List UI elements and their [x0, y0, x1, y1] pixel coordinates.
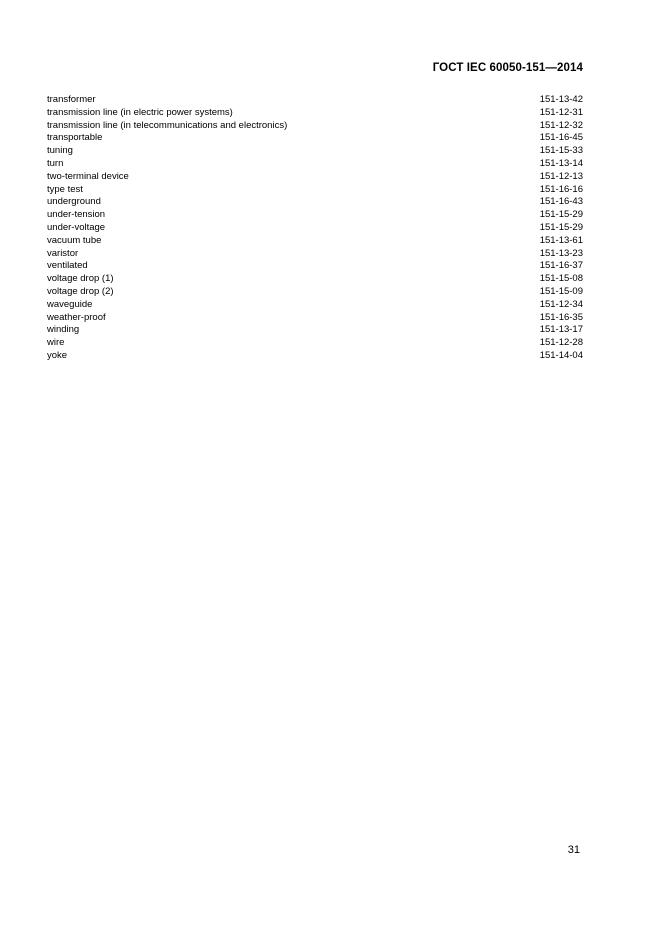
- index-reference-number: 151-13-17: [539, 324, 583, 336]
- index-reference-number: 151-13-61: [539, 234, 583, 246]
- index-term: type test: [47, 183, 83, 195]
- index-term: transformer: [47, 94, 96, 105]
- term-index-list: [47, 94, 583, 363]
- index-entry-row: [47, 120, 583, 133]
- index-term: vacuum tube: [47, 234, 102, 246]
- index-reference-number: 151-15-09: [539, 285, 583, 297]
- document-header-standard: ГОСТ IEC 60050-151—2014: [432, 62, 583, 74]
- index-reference-number: 151-13-42: [539, 94, 583, 105]
- index-entry-row: [47, 299, 583, 312]
- index-reference-number: 151-12-28: [539, 337, 583, 349]
- index-reference-number: 151-16-37: [539, 260, 583, 272]
- index-term: wire: [47, 337, 65, 349]
- index-entry-row: [47, 132, 583, 145]
- index-reference-number: 151-12-34: [539, 298, 583, 310]
- index-reference-number: 151-15-29: [539, 209, 583, 221]
- index-entry-row: [47, 235, 583, 248]
- index-reference-number: 151-13-14: [539, 157, 583, 169]
- index-reference-number: 151-13-23: [539, 247, 583, 259]
- index-entry-row: [47, 337, 583, 350]
- index-term: underground: [47, 196, 101, 208]
- index-entry-row: [47, 107, 583, 120]
- index-entry-row: [47, 94, 583, 107]
- index-term: transmission line (in electric power systems): [47, 106, 233, 118]
- index-reference-number: 151-15-29: [539, 221, 583, 233]
- index-entry-row: [47, 350, 583, 363]
- index-term: yoke: [47, 349, 68, 361]
- index-entry-row: [47, 209, 583, 222]
- index-reference-number: 151-12-13: [539, 170, 583, 182]
- index-entry-row: [47, 222, 583, 235]
- index-reference-number: 151-15-33: [539, 145, 583, 157]
- index-term: two-terminal device: [47, 170, 129, 182]
- index-entry-row: [47, 184, 583, 197]
- index-entry-row: [47, 260, 583, 273]
- index-entry-row: [47, 312, 583, 325]
- index-reference-number: 151-16-35: [539, 311, 583, 323]
- index-term: under-voltage: [47, 221, 106, 233]
- page-number: 31: [567, 844, 580, 856]
- index-term: ventilated: [47, 260, 88, 272]
- index-term: transmission line (in telecommunications and electronics): [47, 119, 288, 131]
- index-term: weather-proof: [47, 311, 106, 323]
- index-entry-row: [47, 158, 583, 171]
- index-reference-number: 151-12-31: [539, 106, 583, 118]
- index-reference-number: 151-16-16: [539, 183, 583, 195]
- index-term: tuning: [47, 145, 73, 157]
- index-term: varistor: [47, 247, 79, 259]
- index-reference-number: 151-14-04: [539, 349, 583, 361]
- index-term: transportable: [47, 132, 103, 144]
- index-reference-number: 151-15-08: [539, 273, 583, 285]
- index-term: voltage drop (1): [47, 273, 114, 285]
- index-entry-row: [47, 286, 583, 299]
- index-reference-number: 151-16-43: [539, 196, 583, 208]
- index-term: waveguide: [47, 298, 93, 310]
- index-term: turn: [47, 157, 64, 169]
- index-reference-number: 151-12-32: [539, 119, 583, 131]
- index-term: winding: [47, 324, 80, 336]
- index-entry-row: [47, 248, 583, 261]
- index-entry-row: [47, 324, 583, 337]
- index-term: voltage drop (2): [47, 285, 114, 297]
- index-reference-number: 151-16-45: [539, 132, 583, 144]
- index-term: under-tension: [47, 209, 106, 221]
- index-entry-row: [47, 145, 583, 158]
- index-entry-row: [47, 171, 583, 184]
- index-entry-row: [47, 273, 583, 286]
- index-entry-row: [47, 196, 583, 209]
